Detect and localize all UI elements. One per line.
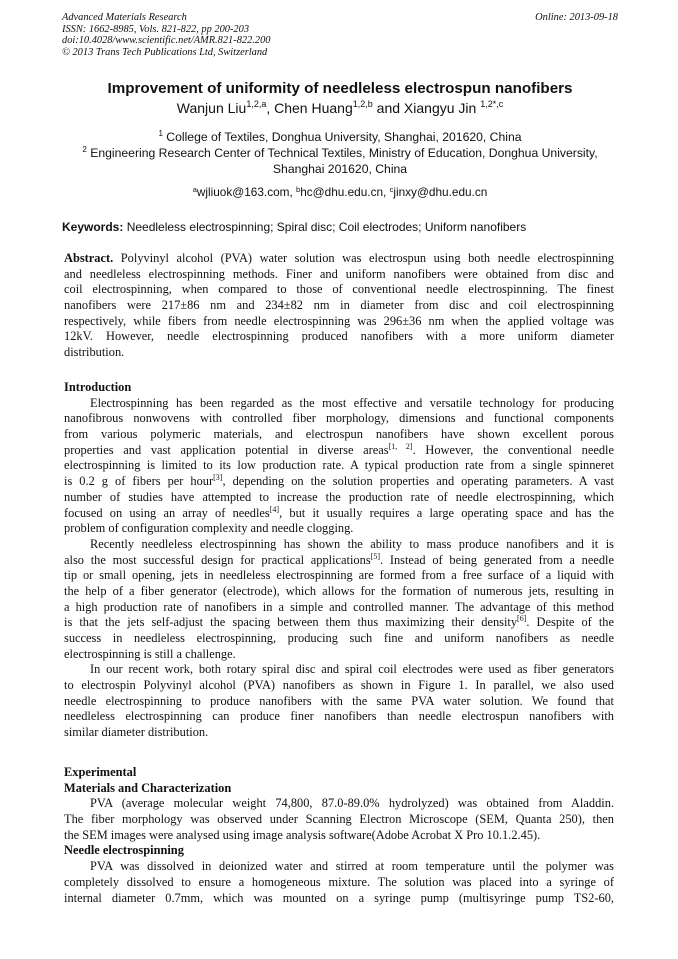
author-separator: ,	[266, 100, 275, 116]
email-address: wjliuok@163.com,	[196, 185, 297, 199]
author-affiliation-mark: 1,2,b	[352, 99, 373, 109]
journal-name: Advanced Materials Research	[62, 12, 187, 23]
text-line	[64, 474, 614, 490]
text-line: electrospinning is limited to its low production rate. A typical production rate from a single spinneret	[64, 458, 614, 473]
author-separator: and	[372, 100, 404, 116]
abstract-line: and needleless electrospinning methods. Finer and uniform nanofibers were obtained from disc and	[64, 266, 614, 281]
email-mark: b	[296, 185, 301, 194]
text-span: . Instead of being generated from a needle	[379, 552, 614, 567]
text-span: is that the jets self-adjust the spacing between them thus maximizing their density	[64, 615, 518, 630]
keywords-text: Needleless electrospinning; Spiral disc; Coil electrodes; Uniform nanofibers	[123, 220, 527, 234]
affiliation-1	[62, 129, 618, 145]
text-span: properties and vast application potential in diverse areas	[64, 442, 389, 457]
online-date: Online: 2013-09-18	[535, 12, 618, 23]
text-line	[64, 443, 614, 459]
text-line	[64, 553, 614, 569]
text-line: success in needleless electrospinning, producing such fine and uniform nanofibers as needle	[64, 631, 614, 645]
author-name: Xiangyu Jin	[403, 100, 481, 116]
text-span: , depending on the solution properties and operating parameters. A vast	[222, 474, 615, 489]
affiliation-mark: 2	[82, 145, 87, 154]
email-address: jinxy@dhu.edu.cn	[393, 185, 488, 199]
abstract-line	[64, 251, 614, 267]
author-affiliation-mark: 1,2,a	[246, 99, 267, 109]
abstract	[64, 251, 614, 361]
author-list	[62, 100, 618, 116]
text-line: Recently needleless electrospinning has shown the ability to mass produce nanofibers and it is	[90, 536, 614, 551]
text-line	[64, 506, 614, 522]
text-line: number of studies have attempted to increase the production rate of needle electrospinning, which	[64, 489, 614, 504]
paper-title: Improvement of uniformity of needleless electrospun nanofibers	[107, 80, 573, 97]
citation: [4]	[269, 504, 280, 514]
section-heading: Experimental	[64, 765, 137, 779]
affiliation-mark: 1	[158, 129, 163, 138]
author-name: Chen Huang	[274, 100, 353, 116]
email-mark: a	[192, 185, 197, 194]
text-line: to electrospin Polyvinyl alcohol (PVA) nanofibers as shown in Figure 1. In parallel, we also used	[64, 678, 614, 693]
subsection-heading: Materials and Characterization	[64, 780, 232, 795]
text-line: a high production rate of nanofibers in a simple and controlled manner. The advantage of this method	[64, 599, 614, 614]
text-span: . Despite of the	[526, 615, 614, 630]
keywords	[62, 220, 618, 234]
text-span: . However, the conventional needle	[412, 442, 614, 457]
text-line: The fiber morphology was observed under Scanning Electron Microscope (SEM, Quanta 250), then	[64, 812, 614, 827]
affiliation-text: Engineering Research Center of Technical Textiles, Ministry of Education, Donghua University,	[86, 146, 598, 160]
text-line: the SEM images were analysed using image analysis software(Adobe Acrobat X Pro 10.1.2.45).	[64, 827, 541, 842]
abstract-line: nanofibers were 217±86 nm and 234±82 nm in diameter from disc and coil electrospinning	[64, 298, 614, 313]
subsection-heading: Needle electrospinning	[64, 843, 184, 858]
doi-line: doi:10.4028/www.scientific.net/AMR.821-822.200	[62, 35, 271, 47]
abstract-line: distribution.	[64, 345, 125, 360]
text-line: from various polymeric materials, and electrospun nanofibers have shown excellent porous	[64, 427, 614, 442]
copyright-line: © 2013 Trans Tech Publications Ltd, Switzerland	[62, 46, 268, 58]
introduction-section	[64, 380, 614, 741]
text-line	[64, 615, 614, 631]
experimental-section	[64, 765, 614, 906]
text-line: needleless electrospinning can produce finer nanofibers than needle electrospun nanofibers with	[64, 709, 614, 724]
text-span: also the most successful design for practical applications	[64, 552, 371, 567]
text-line: the help of a fiber generator (electrode), which allows for the formation of numerous jets, resulting in	[64, 583, 614, 598]
affiliation-text: College of Textiles, Donghua University, Shanghai, 201620, China	[162, 130, 522, 144]
text-line: completely dissolved to ensure a homogeneous mixture. The solution was placed into a syringe of	[64, 874, 614, 889]
email-line	[62, 185, 618, 199]
text-line: nanofibrous nonwovens with controlled fiber morphology, dimensions and functional components	[64, 411, 614, 426]
abstract-label: Abstract.	[64, 251, 114, 265]
text-span: is 0.2 g of fibers per hour	[64, 474, 214, 489]
text-line: needle electrospinning to produce nanofibers with the same PVA water solution. We found that	[64, 693, 614, 708]
author-affiliation-mark: 1,2*,c	[480, 99, 504, 109]
text-line: tip or small opening, jets in needleless electrospinning are formed from a free surface of a liquid with	[64, 568, 614, 583]
text-line: In our recent work, both rotary spiral disc and spiral coil electrodes were used as fiber generators	[90, 662, 614, 677]
issn-line: ISSN: 1662-8985, Vols. 821-822, pp 200-203	[62, 23, 250, 35]
text-line: electrospinning is still a challenge.	[64, 646, 236, 661]
abstract-line: coil electrospinning, when compared to those of conventional needle electrospinning. The finest	[64, 282, 614, 297]
abstract-line: respectively, while fibers from needle electrospinning was 296±36 nm when the applied voltage was	[64, 313, 614, 328]
citation: [6]	[517, 614, 527, 624]
email-address: hc@dhu.edu.cn,	[300, 185, 390, 199]
citation: [3]	[213, 473, 223, 483]
affiliation-2	[62, 145, 618, 161]
abstract-line: 12kV. However, needle electrospinning produced nanofibers with a more uniform diameter	[64, 329, 614, 344]
text-line: problem of configuration complexity and needle clogging.	[64, 521, 354, 536]
text-line: Electrospinning has been regarded as the most effective and versatile technology for producing	[90, 395, 614, 410]
text-line: PVA (average molecular weight 74,800, 87.0-89.0% hydrolyzed) was obtained from Aladdin.	[90, 796, 614, 811]
text-span: , but it usually requires a large operating space and has the	[279, 505, 614, 520]
citation: [1, 2]	[388, 441, 413, 451]
affiliation-2-cont: Shanghai 201620, China	[272, 162, 408, 176]
text-line: internal diameter 0.7mm, which was mounted on a syringe pump (multisyringe pump TS2-60,	[64, 890, 614, 905]
email-mark: c	[389, 185, 394, 194]
abstract-text: Polyvinyl alcohol (PVA) water solution was electrospun using both needle electrospinning	[113, 251, 614, 265]
running-header	[62, 12, 618, 58]
text-line: PVA was dissolved in deionized water and stirred at room temperature until the polymer was	[90, 859, 614, 874]
author-name: Wanjun Liu	[176, 100, 247, 116]
text-line: similar diameter distribution.	[64, 725, 209, 740]
citation: [5]	[370, 551, 380, 561]
text-span: focused on using an array of needles	[64, 505, 270, 520]
keywords-label: Keywords:	[62, 220, 124, 234]
section-heading: Introduction	[64, 380, 132, 394]
